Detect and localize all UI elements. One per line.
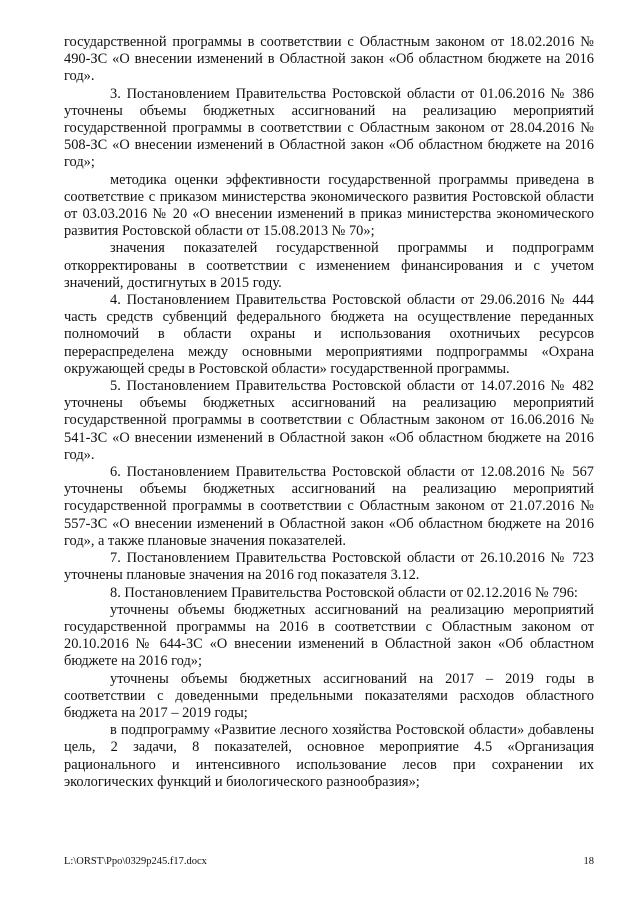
paragraph-item-8: 8. Постановлением Правительства Ростовской области от 02.12.2016 № 796: [110,584,578,601]
page-number: 18 [583,856,594,867]
paragraph-methodology: методика оценки эффективности государственной программы приведена в соответствие с приказом министерства экономического развития Ростовской области от 03.03.2016 № 20 «О внесении изменений в приказ министерства экономического развития Ростовской области от 15.08.2013 № 70»; [64,171,594,240]
paragraph-indicators: значения показателей государственной программы и подпрограмм откорректированы в соответствии с изменением финансирования и с учетом значений, достигнутых в 2015 году. [64,240,594,291]
paragraph-item-8-budget-2016: уточнены объемы бюджетных ассигнований на реализацию мероприятий государственной программы на 2016 в соответствии с Областным законом от 20.10.2016 № 644-ЗС «О внесении изменений в Областной закон «Об областном бюджете на 2016 год»; [64,601,594,670]
paragraph-item-4: 4. Постановлением Правительства Ростовской области от 29.06.2016 № 444 часть средств субвенций федерального бюджета на осуществление переданных полномочий в области охраны и использования охотничьих ресурсов перераспределена между основными мероприятиями подпрограммы «Охрана окружающей среды в Ростовской области» государственной программы. [64,292,594,377]
paragraph-item-8-budget-2017-2019: уточнены объемы бюджетных ассигнований на 2017 – 2019 годы в соответствии с доведенными предельными показателями расходов областного бюджета на 2017 – 2019 годы; [64,670,594,721]
paragraph-item-6: 6. Постановлением Правительства Ростовской области от 12.08.2016 № 567 уточнены объемы бюджетных ассигнований на реализацию мероприятий государственной программы в соответствии с Областным законом от 21.07.2016 № 557-ЗС «О внесении изменений в Областной закон «Об областном бюджете на 2016 год», а также плановые значения показателей. [64,464,594,549]
file-path: L:\ORST\Ppo\0329p245.f17.docx [64,856,207,867]
paragraph-item-5: 5. Постановлением Правительства Ростовской области от 14.07.2016 № 482 уточнены объемы бюджетных ассигнований на реализацию мероприятий государственной программы в соответствии с Областным законом от 16.06.2016 № 541-ЗС «О внесении изменений в Областной закон «Об областном бюджете на 2016 год». [64,378,594,463]
paragraph-item-7: 7. Постановлением Правительства Ростовской области от 26.10.2016 № 723 уточнены плановые значения на 2016 год показателя 3.12. [64,550,594,584]
paragraph-item-3: 3. Постановлением Правительства Ростовской области от 01.06.2016 № 386 уточнены объемы бюджетных ассигнований на реализацию мероприятий государственной программы в соответствии с Областным законом от 28.04.2016 № 508-ЗС «О внесении изменений в Областной закон «Об областном бюджете на 2016 год»; [64,85,594,171]
paragraph-continuation: государственной программы в соответствии с Областным законом от 18.02.2016 № 490-ЗС «О внесении изменений в Областной закон «Об областном бюджете на 2016 год». [64,34,594,85]
page-footer [64,856,594,870]
paragraph-item-8-forestry: в подпрограмму «Развитие лесного хозяйства Ростовской области» добавлены цель, 2 задачи, 8 показателей, основное мероприятие 4.5 «Организация рационального и интенсивного использование лесов при сохранении их экологических функций и биологического разнообразия»; [64,722,594,790]
document-body [64,34,594,791]
